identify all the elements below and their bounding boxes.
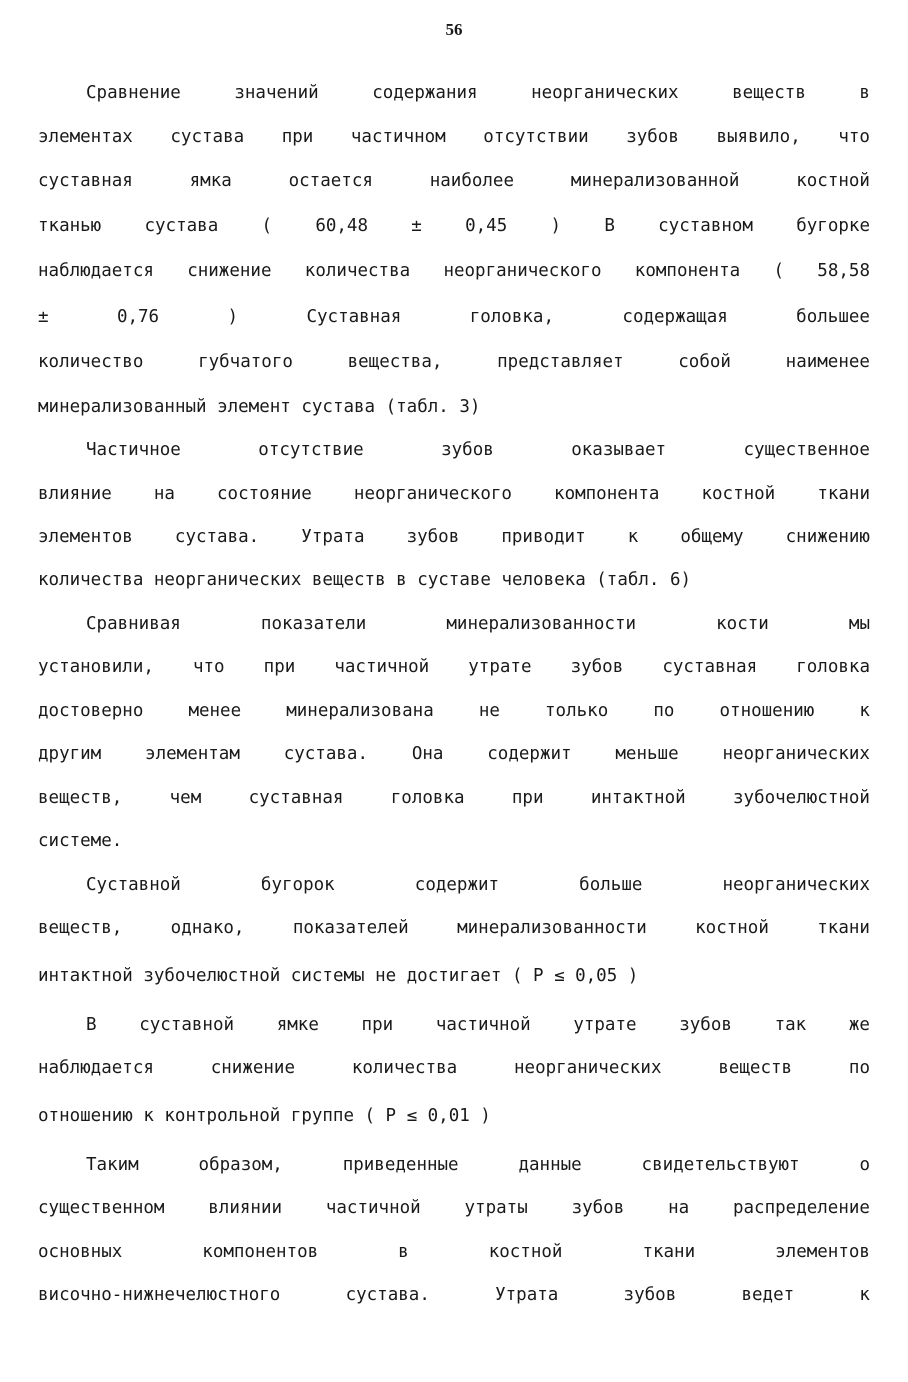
text-line: наблюдается снижение количества неорганических веществ по: [38, 1058, 870, 1078]
text-line: веществ, однако, показателей минерализованности костной ткани: [38, 918, 870, 938]
page-number: 56: [445, 20, 463, 39]
text-line: количества неорганических веществ в суставе человека (табл. 6): [38, 570, 692, 590]
text-line: отношению к контрольной группе ( P ≤ 0,01 ): [38, 1106, 491, 1126]
text-line: интактной зубочелюстной системы не достигает ( P ≤ 0,05 ): [38, 966, 639, 986]
text-line: минерализованный элемент сустава (табл. 3): [38, 397, 481, 417]
text-line: Суставной бугорок содержит больше неорганических: [86, 875, 870, 895]
text-line: Сравнение значений содержания неорганических веществ в: [86, 83, 870, 103]
text-line: количество губчатого вещества, представляет собой наименее: [38, 352, 870, 372]
text-line: Частичное отсутствие зубов оказывает существенное: [86, 440, 870, 460]
text-line: височно-нижнечелюстного сустава. Утрата зубов ведет к: [38, 1285, 870, 1305]
text-line: установили, что при частичной утрате зубов суставная головка: [38, 657, 870, 677]
text-line: элементов сустава. Утрата зубов приводит к общему снижению: [38, 527, 870, 547]
text-line: основных компонентов в костной ткани элементов: [38, 1242, 870, 1262]
text-line: Сравнивая показатели минерализованности кости мы: [86, 614, 870, 634]
text-line: элементах сустава при частичном отсутствии зубов выявило, что: [38, 127, 870, 147]
text-line: Таким образом, приведенные данные свидетельствуют о: [86, 1155, 870, 1175]
text-line: наблюдается снижение количества неорганического компонента ( 58,58: [38, 261, 870, 281]
text-line: влияние на состояние неорганического компонента костной ткани: [38, 484, 870, 504]
text-line: веществ, чем суставная головка при интактной зубочелюстной: [38, 788, 870, 808]
text-line: тканью сустава ( 60,48 ± 0,45 ) В суставном бугорке: [38, 216, 870, 236]
text-line: суставная ямка остается наиболее минерализованной костной: [38, 171, 870, 191]
text-line: существенном влиянии частичной утраты зубов на распределение: [38, 1198, 870, 1218]
text-line: ± 0,76 ) Суставная головка, содержащая большее: [38, 307, 870, 327]
text-line: системе.: [38, 831, 123, 851]
text-line: достоверно менее минерализована не только по отношению к: [38, 701, 870, 721]
text-line: другим элементам сустава. Она содержит меньше неорганических: [38, 744, 870, 764]
text-line: В суставной ямке при частичной утрате зубов так же: [86, 1015, 870, 1035]
